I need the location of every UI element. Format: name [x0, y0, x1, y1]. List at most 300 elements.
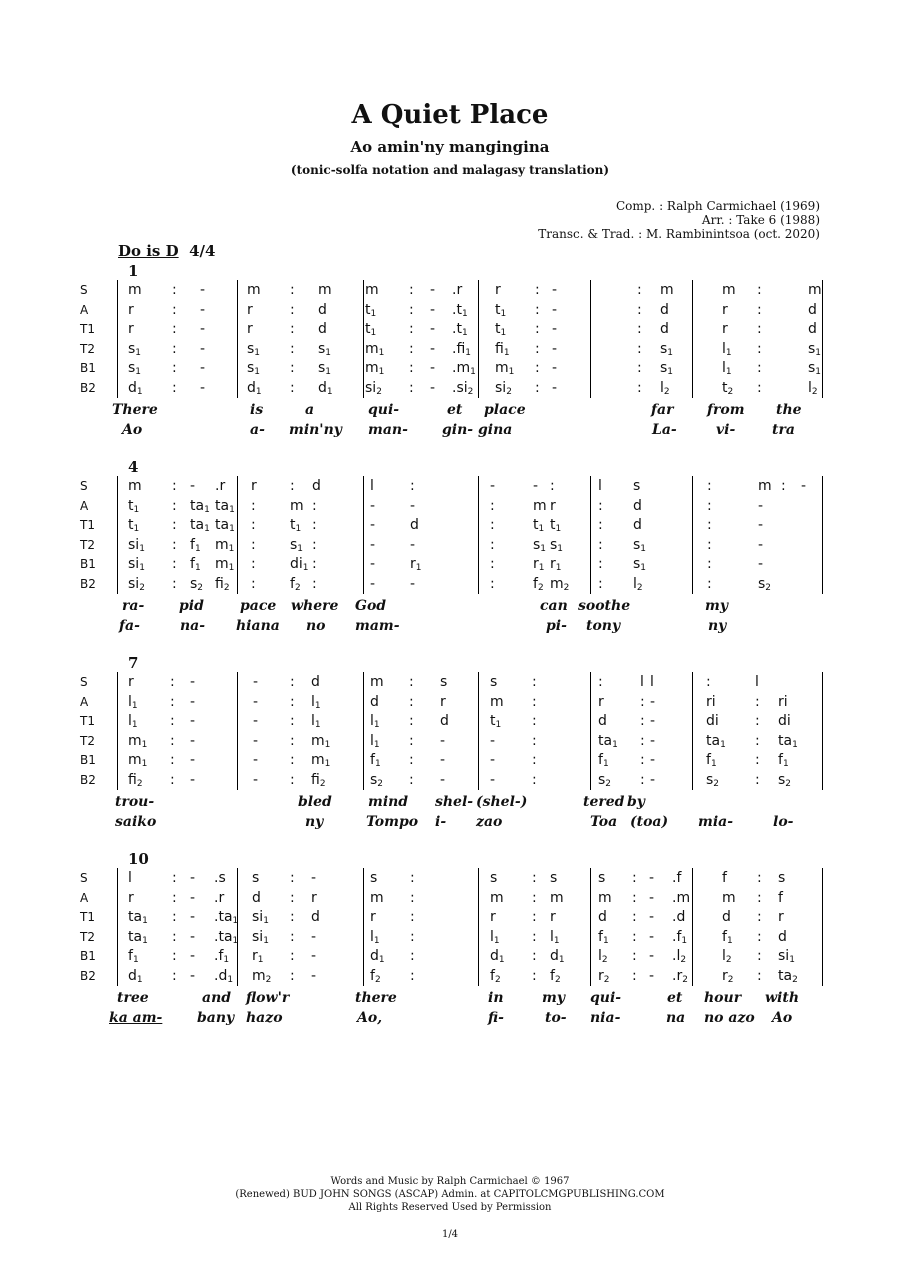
solfa-note: $s_1$ — [318, 360, 332, 378]
voice-label: B2 — [80, 381, 96, 395]
solfa-note: $.f_1$ — [214, 948, 230, 966]
solfa-note: - — [190, 478, 196, 494]
solfa-note: $s_1$ — [660, 360, 674, 378]
solfa-note: - — [801, 478, 807, 494]
solfa-note: $t_1$ — [490, 713, 502, 731]
solfa-note: $t_1$ — [290, 517, 302, 535]
score-system — [0, 458, 900, 648]
solfa-note: : — [532, 674, 537, 690]
solfa-note: : — [637, 282, 642, 298]
voice-label: B2 — [80, 969, 96, 983]
lyric-malagasy: na- — [180, 617, 206, 634]
solfa-note: ri — [778, 693, 788, 710]
solfa-note: : — [290, 889, 295, 906]
voice-label: B1 — [80, 753, 96, 768]
lyric-english: and — [202, 989, 232, 1006]
solfa-note: : — [757, 282, 762, 298]
solfa-note: - — [190, 889, 196, 906]
solfa-note: d — [722, 909, 731, 926]
solfa-note: - — [190, 752, 196, 769]
solfa-note: $f_1$ — [190, 536, 201, 554]
credit-composer: Comp. : Ralph Carmichael (1969) — [615, 199, 820, 213]
solfa-note: : — [172, 497, 177, 514]
solfa-note: $t_1$ — [495, 321, 507, 339]
solfa-note: $si_2$ — [365, 380, 382, 397]
lyric-english: pid — [179, 597, 204, 614]
solfa-note: d — [311, 674, 320, 690]
solfa-note: $l_1$ — [722, 360, 732, 378]
page-subtitle: Ao amin'ny mangingina — [350, 138, 550, 156]
solfa-note: - — [200, 282, 206, 298]
solfa-note: d — [312, 478, 321, 494]
solfa-note: d — [808, 321, 817, 338]
solfa-note: r — [247, 301, 253, 318]
score-system — [0, 262, 900, 452]
solfa-note: d — [440, 713, 449, 730]
measure-number: 4 — [128, 458, 139, 476]
solfa-note: : — [598, 556, 603, 573]
solfa-note: - — [490, 478, 496, 494]
solfa-note: : — [172, 301, 177, 318]
measure-number: 10 — [128, 850, 149, 868]
solfa-note: m — [318, 282, 332, 298]
solfa-note: $s_1$ — [660, 340, 674, 358]
bar-line — [692, 672, 693, 790]
voice-label: B2 — [80, 773, 96, 787]
solfa-note: $m_1$ — [128, 732, 148, 750]
solfa-note: : — [707, 536, 712, 553]
lyric-english: place — [484, 401, 526, 418]
bar-line — [590, 868, 591, 986]
solfa-note: s — [440, 674, 448, 690]
solfa-note: : — [532, 948, 537, 965]
voice-label: A — [80, 498, 89, 513]
solfa-note: - — [440, 732, 446, 749]
solfa-note: : — [409, 301, 414, 318]
solfa-note: : — [251, 536, 256, 553]
voice-label: A — [80, 890, 89, 905]
solfa-note: : — [410, 478, 415, 494]
solfa-note: $ta_1$ — [598, 732, 618, 750]
solfa-note: r — [440, 693, 446, 710]
solfa-note: d — [252, 889, 261, 906]
solfa-note: : — [535, 282, 540, 298]
solfa-note: : — [640, 713, 645, 730]
lyric-malagasy: na — [666, 1009, 686, 1026]
footer-line: All Rights Reserved Used by Permission — [348, 1202, 552, 1213]
solfa-note: m — [722, 282, 736, 298]
lyric-english: far — [651, 401, 674, 418]
solfa-note: s — [490, 870, 498, 886]
solfa-note: d — [633, 517, 642, 534]
solfa-note: $si_1$ — [252, 928, 269, 946]
lyric-english: with — [765, 989, 800, 1006]
solfa-note: $.t_1$ — [452, 321, 468, 339]
solfa-note: d — [660, 301, 669, 318]
solfa-note: : — [170, 732, 175, 749]
solfa-note: - — [490, 732, 496, 749]
lyric-malagasy: ka am- — [109, 1009, 163, 1026]
solfa-note: : — [251, 517, 256, 534]
solfa-note: l — [370, 478, 374, 494]
solfa-note: : — [757, 928, 762, 945]
solfa-note: $.si_2$ — [452, 380, 474, 397]
bar-line — [237, 280, 238, 398]
lyric-english: in — [488, 989, 504, 1006]
lyric-english: qui- — [368, 401, 400, 418]
bar-line — [822, 280, 823, 398]
solfa-note: : — [172, 360, 177, 377]
solfa-note: - — [758, 517, 764, 534]
solfa-note: $l_1$ — [370, 713, 380, 731]
key-label: Do is D — [118, 242, 179, 260]
solfa-note: - — [649, 870, 655, 886]
solfa-note: $r_1$ — [550, 556, 562, 574]
solfa-note: d — [598, 713, 607, 730]
lyric-english: et — [447, 401, 463, 418]
solfa-note: : — [490, 556, 495, 573]
bar-line — [478, 280, 479, 398]
solfa-note: : — [755, 752, 760, 769]
bar-line — [590, 280, 591, 398]
solfa-note: - — [650, 693, 656, 710]
solfa-note: $f_1$ — [190, 556, 201, 574]
solfa-note: $.fi_1$ — [452, 340, 472, 358]
solfa-note: r — [495, 282, 501, 298]
solfa-note: m — [370, 889, 384, 906]
solfa-note: l — [640, 674, 644, 690]
solfa-note: $f_1$ — [706, 752, 717, 770]
lyric-malagasy: hazo — [246, 1009, 283, 1026]
lyric-english: from — [707, 401, 745, 418]
solfa-note: m — [758, 478, 772, 494]
solfa-note: : — [535, 340, 540, 357]
solfa-note: : — [172, 321, 177, 338]
solfa-note: d — [633, 497, 642, 514]
solfa-note: : — [535, 301, 540, 318]
solfa-note: $s_2$ — [370, 772, 384, 789]
solfa-note: $l_1$ — [311, 693, 321, 711]
solfa-note: : — [290, 380, 295, 396]
page-subtitle-note: (tonic-solfa notation and malagasy translation) — [290, 163, 610, 177]
solfa-note: : — [172, 282, 177, 298]
solfa-note: : — [409, 380, 414, 396]
solfa-note: : — [409, 713, 414, 730]
voice-label: T2 — [80, 341, 95, 356]
solfa-note: : — [707, 517, 712, 534]
solfa-note: : — [172, 340, 177, 357]
solfa-note: r — [128, 889, 134, 906]
lyric-malagasy: zao — [476, 813, 503, 830]
solfa-note: - — [370, 556, 376, 573]
solfa-note: l — [755, 674, 759, 690]
solfa-note: $ta_1$ — [128, 909, 148, 927]
solfa-note: m — [290, 497, 304, 514]
bar-line — [822, 672, 823, 790]
solfa-note: $s_1$ — [808, 340, 822, 358]
solfa-note: d — [808, 301, 817, 318]
lyric-malagasy: Toa — [590, 813, 618, 830]
solfa-note: : — [755, 693, 760, 710]
solfa-note: $s_1$ — [550, 536, 564, 554]
solfa-note: m — [598, 889, 612, 906]
solfa-note: $d_1$ — [318, 380, 333, 397]
solfa-note: $d_1$ — [370, 948, 385, 966]
solfa-note: $.d_1$ — [214, 968, 234, 985]
solfa-note: $.ta_1$ — [214, 928, 239, 946]
solfa-note: s — [778, 870, 786, 886]
lyric-malagasy: a- — [250, 421, 265, 438]
solfa-note: - — [440, 772, 446, 788]
solfa-note: .s — [214, 870, 226, 886]
solfa-note: : — [550, 478, 555, 494]
solfa-note: : — [409, 340, 414, 357]
lyric-english: is — [250, 401, 264, 418]
solfa-note: .d — [672, 909, 686, 926]
solfa-note: : — [637, 360, 642, 377]
lyric-english: There — [112, 401, 158, 418]
voice-label: T1 — [80, 322, 95, 337]
solfa-note: $.t_1$ — [452, 301, 468, 319]
solfa-note: $s_1$ — [633, 536, 647, 554]
solfa-note: - — [370, 576, 376, 592]
solfa-note: : — [251, 576, 256, 592]
solfa-note: $r_2$ — [722, 968, 734, 985]
solfa-note: $f_1$ — [778, 752, 789, 770]
solfa-note: - — [253, 674, 259, 690]
solfa-note: : — [755, 732, 760, 749]
solfa-note: : — [757, 909, 762, 926]
solfa-note: : — [312, 517, 317, 534]
solfa-note: $l_1$ — [722, 340, 732, 358]
solfa-note: d — [318, 301, 327, 318]
lyric-malagasy: Ao — [122, 421, 143, 438]
solfa-note: : — [632, 968, 637, 984]
solfa-note: : — [535, 321, 540, 338]
lyric-malagasy: mia- — [698, 813, 734, 830]
solfa-note: : — [172, 556, 177, 573]
solfa-note: : — [707, 556, 712, 573]
lyric-english: a — [305, 401, 315, 418]
solfa-note: $d_1$ — [128, 968, 143, 985]
solfa-note: $t_1$ — [550, 517, 562, 535]
page-title: A Quiet Place — [351, 100, 549, 130]
solfa-note: d — [311, 909, 320, 926]
solfa-note: : — [409, 674, 414, 690]
solfa-note: : — [410, 968, 415, 984]
solfa-note: $r_1$ — [533, 556, 545, 574]
lyric-malagasy: saiko — [115, 813, 157, 830]
lyric-english: where — [291, 597, 339, 614]
solfa-note: - — [758, 497, 764, 514]
solfa-note: $.m_1$ — [452, 360, 476, 378]
measure-number: 1 — [128, 262, 139, 280]
voice-label: S — [80, 871, 88, 885]
solfa-note: - — [410, 536, 416, 553]
solfa-note: : — [290, 321, 295, 338]
solfa-note: m — [247, 282, 261, 298]
solfa-note: - — [253, 693, 259, 710]
lyric-malagasy: bany — [197, 1009, 235, 1026]
solfa-note: d — [598, 909, 607, 926]
solfa-note: $.r_2$ — [672, 968, 688, 985]
lyric-english: tered — [583, 793, 625, 810]
solfa-note: .r — [214, 889, 225, 906]
solfa-note: - — [649, 928, 655, 945]
solfa-note: m — [128, 478, 142, 494]
bar-line — [117, 280, 118, 398]
lyric-english: there — [355, 989, 397, 1006]
solfa-note: - — [370, 497, 376, 514]
lyric-english: hour — [704, 989, 742, 1006]
solfa-note: r — [311, 889, 317, 906]
solfa-note: s — [598, 870, 606, 886]
solfa-note: $s_2$ — [598, 772, 612, 789]
solfa-note: d — [370, 693, 379, 710]
lyric-malagasy: lo- — [773, 813, 794, 830]
voice-label: B1 — [80, 949, 96, 964]
lyric-english: pace — [240, 597, 277, 614]
lyric-english: mind — [368, 793, 409, 810]
solfa-note: $fi_2$ — [311, 772, 326, 789]
solfa-note: $m_1$ — [365, 340, 385, 358]
solfa-note: $m_1$ — [215, 536, 235, 554]
solfa-note: : — [490, 497, 495, 514]
solfa-note: : — [170, 674, 175, 690]
solfa-note: $s_2$ — [778, 772, 792, 789]
voice-label: T2 — [80, 733, 95, 748]
bar-line — [237, 672, 238, 790]
lyric-malagasy: pi- — [546, 617, 567, 634]
lyric-malagasy: fi- — [488, 1009, 504, 1026]
solfa-note: : — [312, 536, 317, 553]
solfa-note: - — [190, 928, 196, 945]
solfa-note: m — [722, 889, 736, 906]
solfa-note: : — [637, 380, 642, 396]
solfa-note: - — [253, 772, 259, 788]
solfa-note: f — [778, 889, 783, 906]
solfa-note: - — [370, 536, 376, 553]
solfa-note: : — [637, 321, 642, 338]
solfa-note: $ta_1$ — [190, 517, 210, 535]
solfa-note: : — [757, 948, 762, 965]
solfa-note: - — [552, 360, 558, 377]
solfa-note: r — [550, 497, 556, 514]
solfa-note: : — [409, 752, 414, 769]
solfa-note: f — [722, 870, 727, 886]
solfa-note: $s_1$ — [808, 360, 822, 378]
solfa-note: $m_1$ — [495, 360, 515, 378]
voice-label: B2 — [80, 577, 96, 591]
solfa-note: : — [410, 909, 415, 926]
solfa-note: s — [370, 870, 378, 886]
lyric-malagasy: i- — [435, 813, 447, 830]
bar-line — [692, 868, 693, 986]
solfa-note: $ta_1$ — [128, 928, 148, 946]
solfa-note: : — [598, 536, 603, 553]
solfa-note: s — [633, 478, 641, 494]
solfa-note: - — [552, 380, 558, 396]
solfa-note: - — [533, 478, 539, 494]
solfa-note: - — [649, 968, 655, 984]
solfa-note: - — [200, 380, 206, 396]
solfa-note: d — [318, 321, 327, 338]
solfa-note: $f_2$ — [550, 968, 561, 985]
solfa-note: - — [311, 870, 317, 886]
solfa-note: $l_1$ — [370, 928, 380, 946]
solfa-note: : — [170, 693, 175, 710]
solfa-note: : — [409, 732, 414, 749]
solfa-note: : — [757, 889, 762, 906]
solfa-note: : — [172, 576, 177, 592]
copyright-footer — [0, 1175, 900, 1214]
solfa-note: - — [430, 360, 436, 377]
solfa-note: $t_1$ — [365, 321, 377, 339]
solfa-note: $l_1$ — [311, 713, 321, 731]
solfa-note: $r_1$ — [252, 948, 264, 966]
solfa-note: - — [758, 556, 764, 573]
solfa-note: : — [290, 909, 295, 926]
solfa-note: - — [552, 301, 558, 318]
solfa-note: $f_2$ — [490, 968, 501, 985]
solfa-note: $ta_1$ — [190, 497, 210, 515]
solfa-note: $d_1$ — [490, 948, 505, 966]
solfa-note: $ta_1$ — [778, 732, 798, 750]
solfa-note: - — [430, 321, 436, 338]
solfa-note: : — [409, 693, 414, 710]
solfa-note: - — [552, 282, 558, 298]
voice-label: A — [80, 302, 89, 317]
solfa-note: $l_2$ — [660, 380, 670, 397]
solfa-note: - — [190, 870, 196, 886]
solfa-note: : — [640, 693, 645, 710]
solfa-note: - — [649, 889, 655, 906]
solfa-note: m — [550, 889, 564, 906]
solfa-note: $s_1$ — [128, 360, 142, 378]
solfa-note: $s_2$ — [706, 772, 720, 789]
solfa-note: $si_1$ — [252, 909, 269, 927]
solfa-note: $ta_2$ — [778, 968, 798, 985]
solfa-note: - — [190, 968, 196, 984]
lyric-malagasy: (toa) — [630, 813, 669, 830]
solfa-note: $ta_1$ — [215, 497, 235, 515]
solfa-note: m — [365, 282, 379, 298]
solfa-note: $si_1$ — [778, 948, 795, 966]
solfa-note: - — [190, 772, 196, 788]
lyric-english: qui- — [590, 989, 622, 1006]
solfa-note: - — [440, 752, 446, 769]
solfa-note: - — [430, 282, 436, 298]
voice-label: T1 — [80, 714, 95, 729]
solfa-note: - — [190, 674, 196, 690]
solfa-note: : — [532, 968, 537, 984]
solfa-note: $.l_2$ — [672, 948, 687, 966]
solfa-note: s — [490, 674, 498, 690]
solfa-note: : — [170, 713, 175, 730]
solfa-note: $m_1$ — [311, 732, 331, 750]
solfa-note: l — [650, 674, 654, 690]
solfa-note: : — [290, 713, 295, 730]
solfa-note: : — [172, 909, 177, 926]
bar-line — [117, 672, 118, 790]
solfa-note: - — [650, 732, 656, 749]
solfa-note: $si_2$ — [495, 380, 512, 397]
solfa-note: : — [290, 732, 295, 749]
solfa-note: : — [312, 497, 317, 514]
solfa-note: : — [532, 772, 537, 788]
solfa-note: : — [532, 693, 537, 710]
lyric-english: flow'r — [246, 989, 290, 1006]
